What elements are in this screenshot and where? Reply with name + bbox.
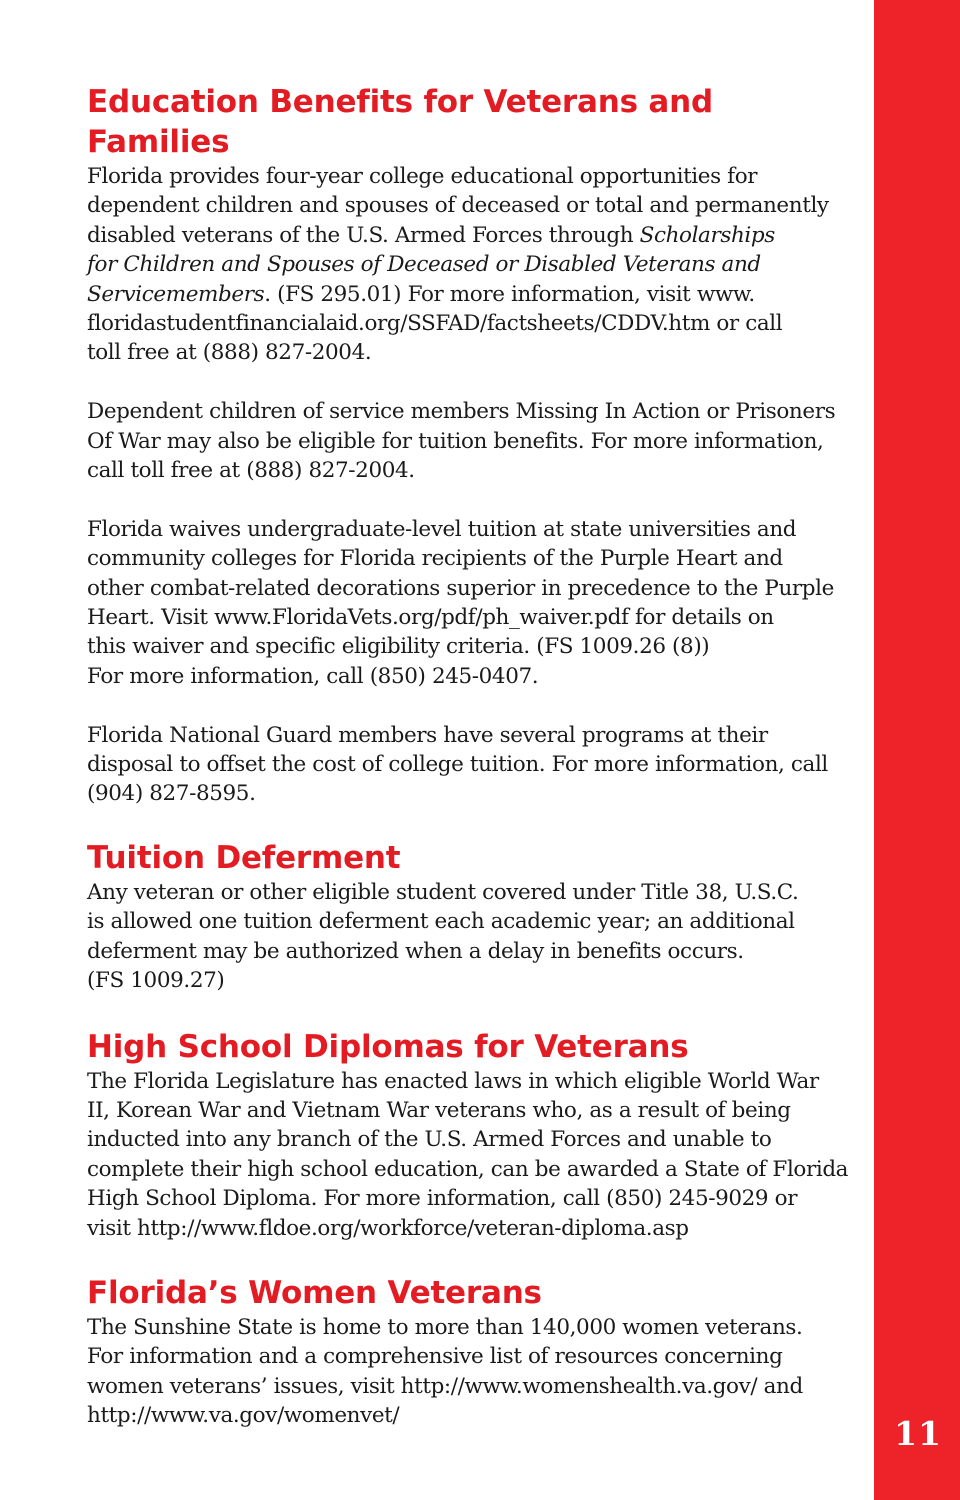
section-high-school-diplomas (87, 1027, 857, 1243)
text-line: High School Diploma. For more information, call (850) 245-9029 or (87, 1186, 798, 1212)
page-content (87, 82, 857, 1431)
text-line: women veterans’ issues, visit http://www.womenshealth.va.gov/ and (87, 1373, 803, 1399)
text-segment: . (FS 295.01) For more information, visit www. (264, 281, 755, 307)
text-line: Of War may also be eligible for tuition benefits. For more information, (87, 428, 824, 454)
text-line: II, Korean War and Vietnam War veterans who, as a result of being (87, 1097, 791, 1123)
paragraph-mia-pow (87, 397, 857, 485)
text-line: inducted into any branch of the U.S. Armed Forces and unable to (87, 1127, 772, 1153)
text-line: Florida provides four-year college educational opportunities for (87, 164, 758, 189)
text-line: The Sunshine State is home to more than 140,000 women veterans. (87, 1314, 803, 1340)
text-line: complete their high school education, can be awarded a State of Florida (87, 1156, 849, 1182)
text-line: Florida National Guard members have several programs at their (87, 722, 768, 748)
section-title: High School Diplomas for Veterans (87, 1028, 689, 1065)
paragraph-women-veterans (87, 1313, 857, 1431)
paragraph-purple-heart (87, 515, 857, 691)
text-line: deferment may be authorized when a delay in benefits occurs. (87, 938, 744, 964)
paragraph-scholarships (87, 162, 857, 368)
text-line (87, 221, 857, 250)
text-segment: disabled veterans of the U.S. Armed Forces through (87, 222, 640, 248)
section-women-veterans (87, 1273, 857, 1431)
text-line: Dependent children of service members Missing In Action or Prisoners (87, 399, 836, 425)
text-line: floridastudentfinancialaid.org/SSFAD/factsheets/CDDV.htm or call (87, 311, 783, 337)
text-line: toll free at (888) 827-2004. (87, 340, 372, 366)
text-line: disposal to offset the cost of college tuition. For more information, call (87, 752, 828, 778)
text-line: (FS 1009.27) (87, 968, 225, 994)
paragraph-deferment (87, 878, 857, 996)
text-line: call toll free at (888) 827-2004. (87, 458, 415, 484)
text-line: For information and a comprehensive list of resources concerning (87, 1344, 783, 1370)
text-line: dependent children and spouses of deceased or total and permanently (87, 193, 829, 219)
text-line: (904) 827-8595. (87, 781, 256, 807)
paragraph-diplomas (87, 1067, 857, 1243)
text-line: Heart. Visit www.FloridaVets.org/pdf/ph_waiver.pdf for details on (87, 605, 774, 631)
paragraph-national-guard (87, 721, 857, 809)
text-line (87, 250, 857, 279)
page-number: 11 (894, 1414, 942, 1453)
section-education-benefits (87, 82, 857, 809)
text-line: The Florida Legislature has enacted laws in which eligible World War (87, 1068, 819, 1094)
text-line: Any veteran or other eligible student covered under Title 38, U.S.C. (87, 879, 799, 905)
text-line: community colleges for Florida recipients of the Purple Heart and (87, 546, 783, 572)
text-line: http://www.va.gov/womenvet/ (87, 1403, 400, 1429)
program-title-italic: for Children and Spouses of Deceased or Disabled Veterans and (87, 252, 761, 278)
section-title: Tuition Deferment (87, 839, 401, 876)
section-title: Education Benefits for Veterans and Families (87, 84, 713, 160)
text-line: this waiver and specific eligibility criteria. (FS 1009.26 (8)) (87, 634, 710, 660)
program-title-italic: Scholarships (639, 222, 775, 248)
program-title-italic: Servicemembers (87, 281, 265, 307)
text-line: Florida waives undergraduate-level tuition at state universities and (87, 516, 797, 542)
text-line (87, 280, 857, 309)
section-tuition-deferment (87, 838, 857, 996)
page-side-bar (874, 0, 960, 1500)
text-line: visit http://www.fldoe.org/workforce/veteran-diploma.asp (87, 1215, 689, 1241)
text-line: For more information, call (850) 245-0407. (87, 663, 539, 689)
text-line: is allowed one tuition deferment each academic year; an additional (87, 909, 795, 935)
text-line: other combat-related decorations superior in precedence to the Purple (87, 575, 834, 601)
section-title: Florida’s Women Veterans (87, 1274, 542, 1311)
